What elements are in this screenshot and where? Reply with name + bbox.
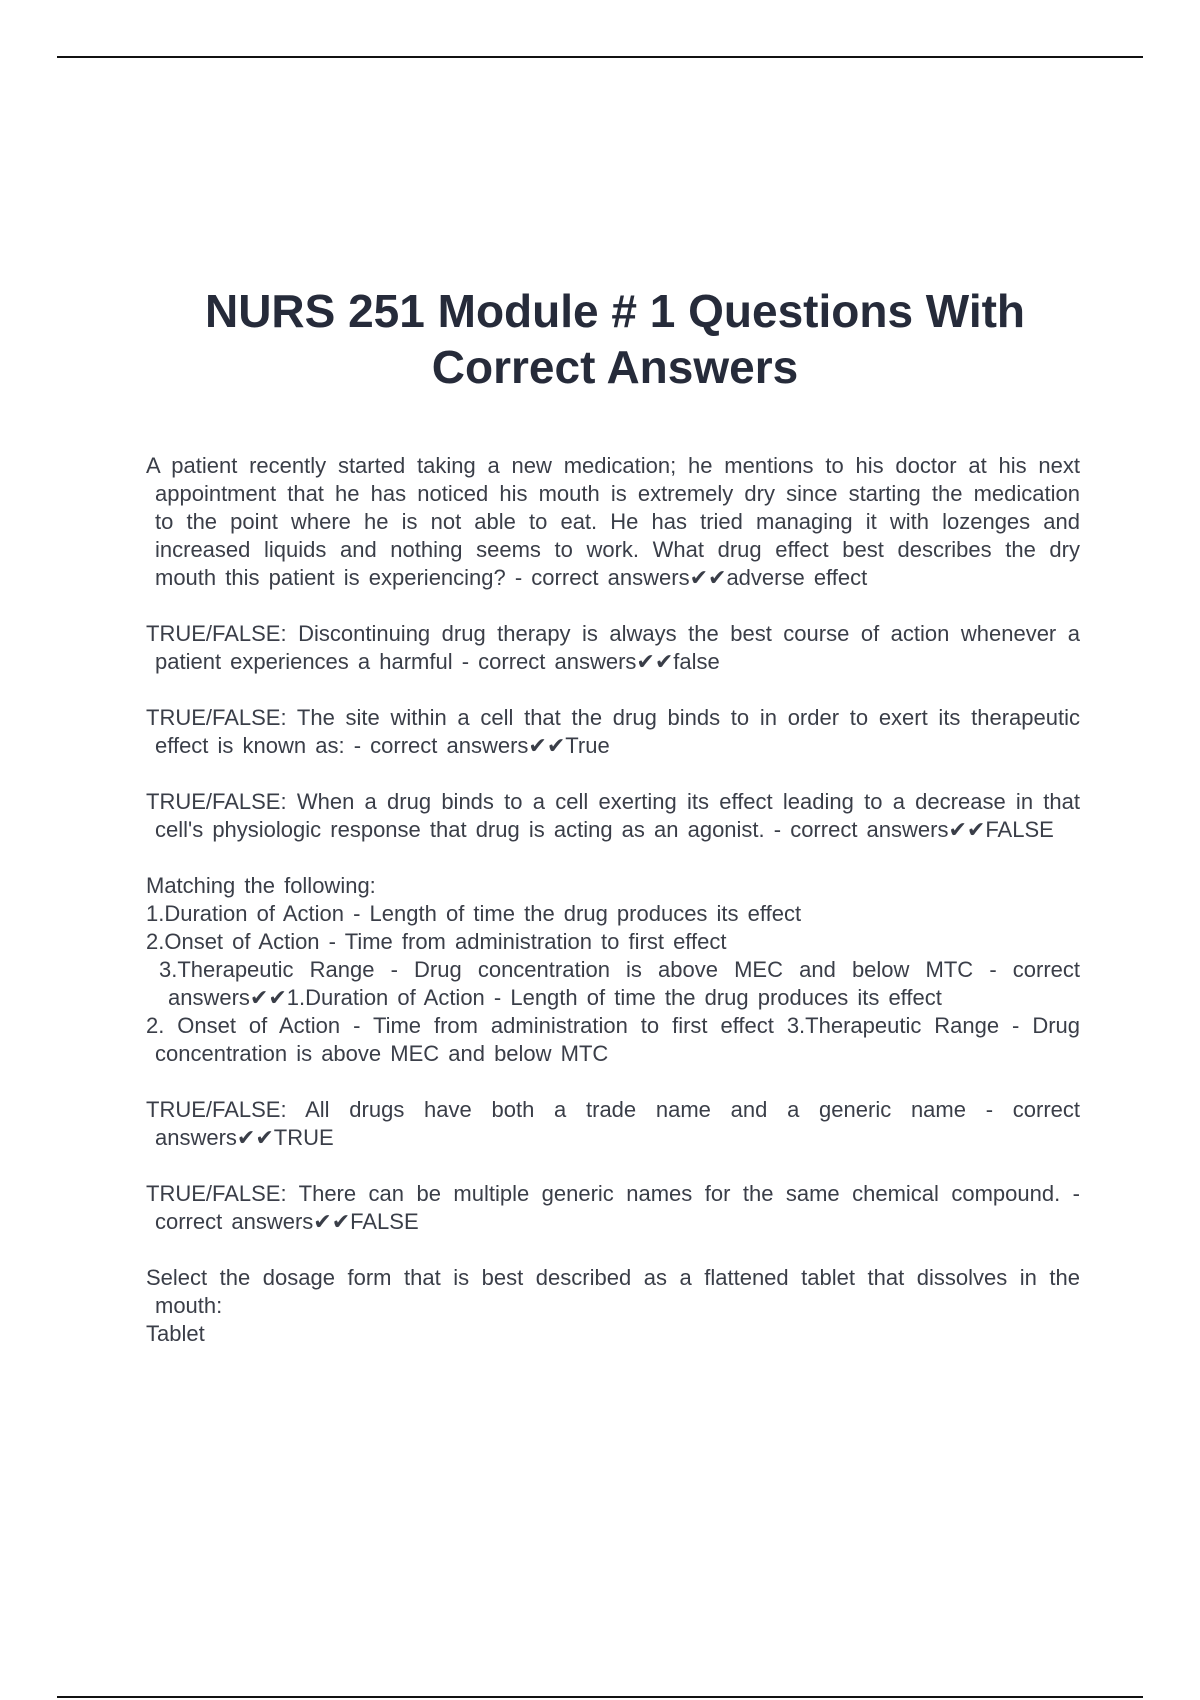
matching-question-item [146,872,1080,1068]
question-text: Select the dosage form that is best described as a flattened tablet that dissolves in the mouth: [146,1265,1080,1318]
document-body [146,452,1080,1376]
top-rule [57,56,1143,58]
question-item: TRUE/FALSE: When a drug binds to a cell exerting its effect leading to a decrease in that cell's physiologic response that drug is acting as an agonist. - correct answers✔✔FALSE [146,789,1080,842]
matching-line: 2. Onset of Action - Time from administration to first effect 3.Therapeutic Range - Drug concentration is above MEC and below MTC [146,1013,1080,1066]
answer-text: Tablet [146,1321,205,1346]
question-item: TRUE/FALSE: There can be multiple generic names for the same chemical compound. - correct answers✔✔FALSE [146,1181,1080,1234]
matching-line: 3.Therapeutic Range - Drug concentration is above MEC and below MTC - correct answers✔✔1.Duration of Action - Length of time the drug produces its effect [159,957,1080,1010]
dosage-question-item [146,1264,1080,1348]
question-item: TRUE/FALSE: All drugs have both a trade name and a generic name - correct answers✔✔TRUE [146,1097,1080,1150]
matching-line: 2.Onset of Action - Time from administration to first effect [146,929,727,954]
question-item: A patient recently started taking a new medication; he mentions to his doctor at his next appointment that he has noticed his mouth is extremely dry since starting the medication to the point where he is not able to eat. He has tried managing it with lozenges and increased liquids and nothing seems to work. What drug effect best describes the dry mouth this patient is experiencing? - correct answers✔✔adverse effect [146,453,1080,590]
question-item: TRUE/FALSE: Discontinuing drug therapy is always the best course of action whenever a patient experiences a harmful - correct answers✔✔false [146,621,1080,674]
bottom-rule [57,1696,1143,1698]
document-title: NURS 251 Module # 1 Questions With Correct Answers [204,285,1026,393]
question-item: TRUE/FALSE: The site within a cell that the drug binds to in order to exert its therapeutic effect is known as: - correct answers✔✔True [146,705,1080,758]
matching-line: 1.Duration of Action - Length of time the drug produces its effect [146,901,802,926]
matching-heading: Matching the following: [146,873,376,898]
